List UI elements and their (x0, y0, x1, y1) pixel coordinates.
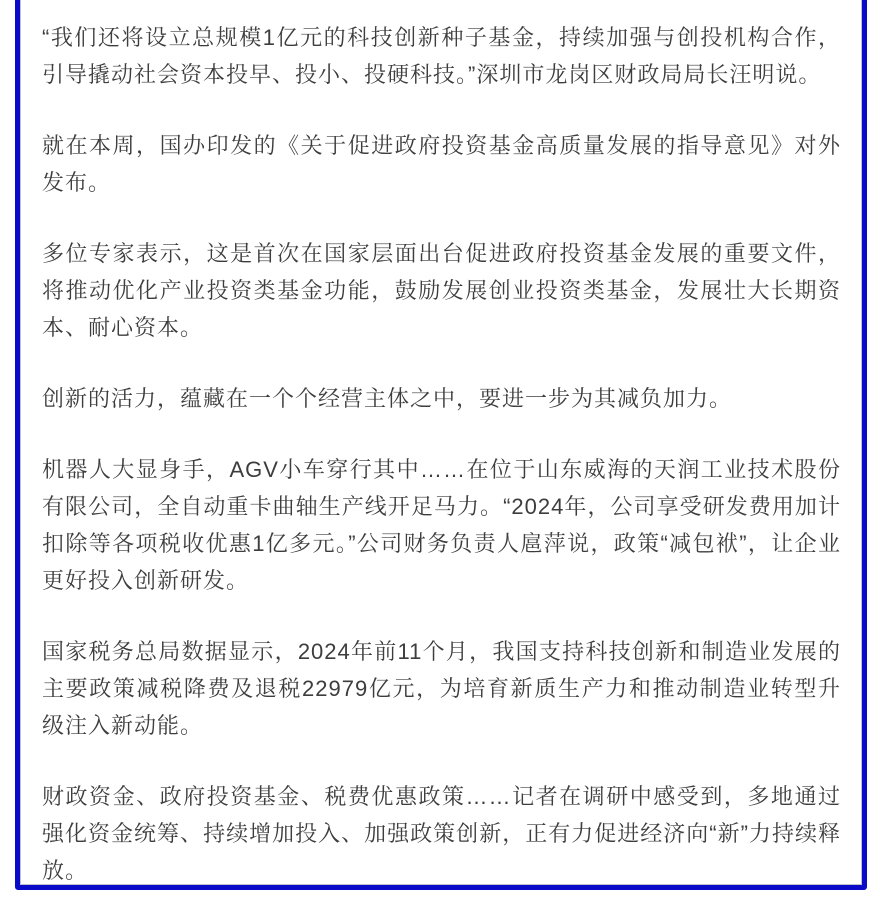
article-paragraph: 财政资金、政府投资基金、税费优惠政策……记者在调研中感受到，多地通过强化资金统筹、持续增加投入、加强政策创新，正有力促进经济向“新”力持续释放。 (42, 784, 841, 883)
article-paragraph: 就在本周，国办印发的《关于促进政府投资基金高质量发展的指导意见》对外发布。 (42, 133, 841, 195)
article-body (20, 0, 862, 913)
article-paragraph: 创新的活力，蕴藏在一个个经营主体之中，要进一步为其减负加力。 (42, 386, 733, 411)
article-paragraph: 机器人大显身手，AGV小车穿行其中……在位于山东威海的天润工业技术股份有限公司，全自动重卡曲轴生产线开足马力。“2024年，公司享受研发费用加计扣除等各项税收优惠1亿多元。”公司财务负责人扈萍说，政策“减包袱”，让企业更好投入创新研发。 (42, 457, 841, 593)
article-frame (15, 0, 867, 890)
article-paragraph: 多位专家表示，这是首次在国家层面出台促进政府投资基金发展的重要文件，将推动优化产业投资类基金功能，鼓励发展创业投资类基金，发展壮大长期资本、耐心资本。 (42, 241, 841, 340)
article-paragraph: 国家税务总局数据显示，2024年前11个月，我国支持科技创新和制造业发展的主要政策减税降费及退税22979亿元，为培育新质生产力和推动制造业转型升级注入新动能。 (42, 639, 841, 738)
article-paragraph: “我们还将设立总规模1亿元的科技创新种子基金，持续加强与创投机构合作，引导撬动社会资本投早、投小、投硬科技。”深圳市龙岗区财政局局长汪明说。 (42, 25, 841, 87)
